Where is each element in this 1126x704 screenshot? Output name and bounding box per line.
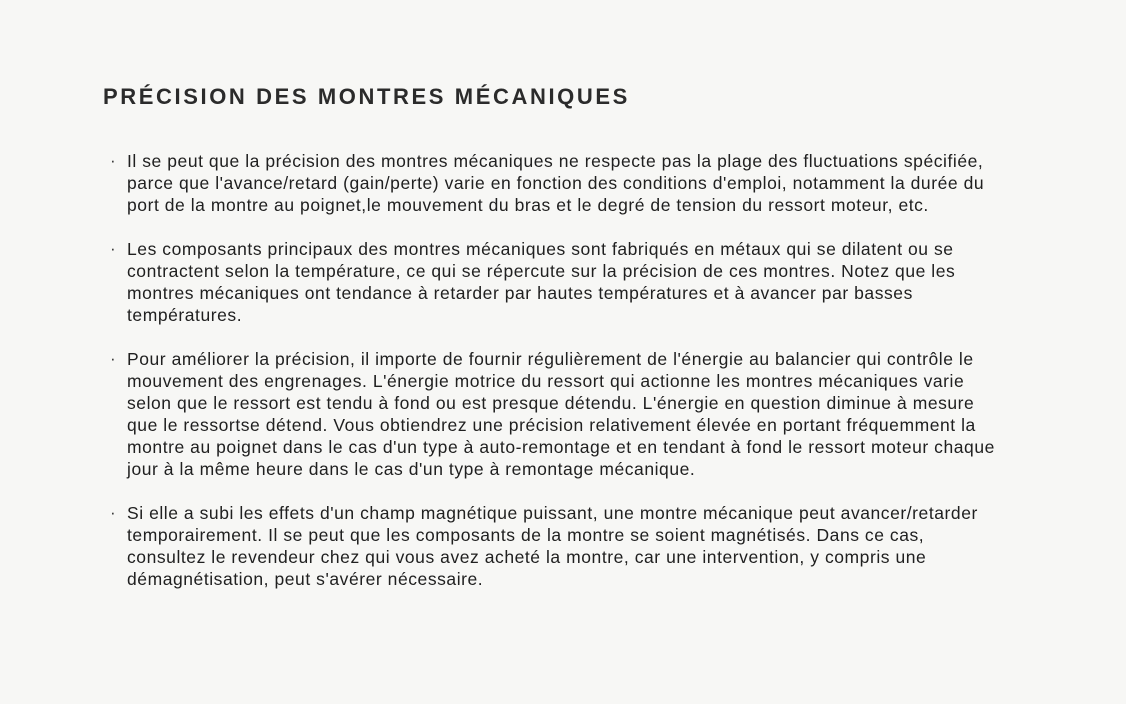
page-title: PRÉCISION DES MONTRES MÉCANIQUES [103, 84, 630, 109]
list-item [103, 348, 1008, 480]
bullet-list [103, 150, 1008, 590]
bullet-dot-icon: · [110, 349, 117, 368]
paragraph-text: Les composants principaux des montres mécaniques sont fabriqués en métaux qui se dilatent ou se contractent selon la température, ce qui se répercute sur la précision de ces montres. Notez que les montres mécaniques ont tendance à retarder par hautes températures et à avancer par basses températures. [127, 239, 956, 325]
bullet-dot-icon: · [110, 503, 117, 522]
bullet-dot-icon: · [110, 151, 117, 170]
paragraph-text: Il se peut que la précision des montres mécaniques ne respecte pas la plage des fluctuations spécifiée, parce que l'avance/retard (gain/perte) varie en fonction des conditions d'emploi, notamment la durée du port de la montre au poignet,le mouvement du bras et le degré de tension du ressort moteur, etc. [127, 151, 985, 215]
content-area [103, 84, 1013, 590]
list-item [103, 150, 1008, 216]
bullet-dot-icon: · [110, 239, 117, 258]
paragraph-text: Pour améliorer la précision, il importe de fournir régulièrement de l'énergie au balancier qui contrôle le mouvement des engrenages. L'énergie motrice du ressort qui actionne les montres mécaniques varie selon que le ressort est tendu à fond ou est presque détendu. L'énergie en question diminue à mesure que le ressortse détend. Vous obtiendrez une précision relativement élevée en portant fréquemment la montre au poignet dans le cas d'un type à auto-remontage et en tendant à fond le ressort moteur chaque jour à la même heure dans le cas d'un type à remontage mécanique. [127, 349, 995, 479]
list-item [103, 238, 1008, 326]
paragraph-text: Si elle a subi les effets d'un champ magnétique puissant, une montre mécanique peut avancer/retarder temporairement. Il se peut que les composants de la montre se soient magnétisés. Dans ce cas, consultez le revendeur chez qui vous avez acheté la montre, car une intervention, y compris une démagnétisation, peut s'avérer nécessaire. [127, 503, 978, 589]
list-item [103, 502, 1008, 590]
